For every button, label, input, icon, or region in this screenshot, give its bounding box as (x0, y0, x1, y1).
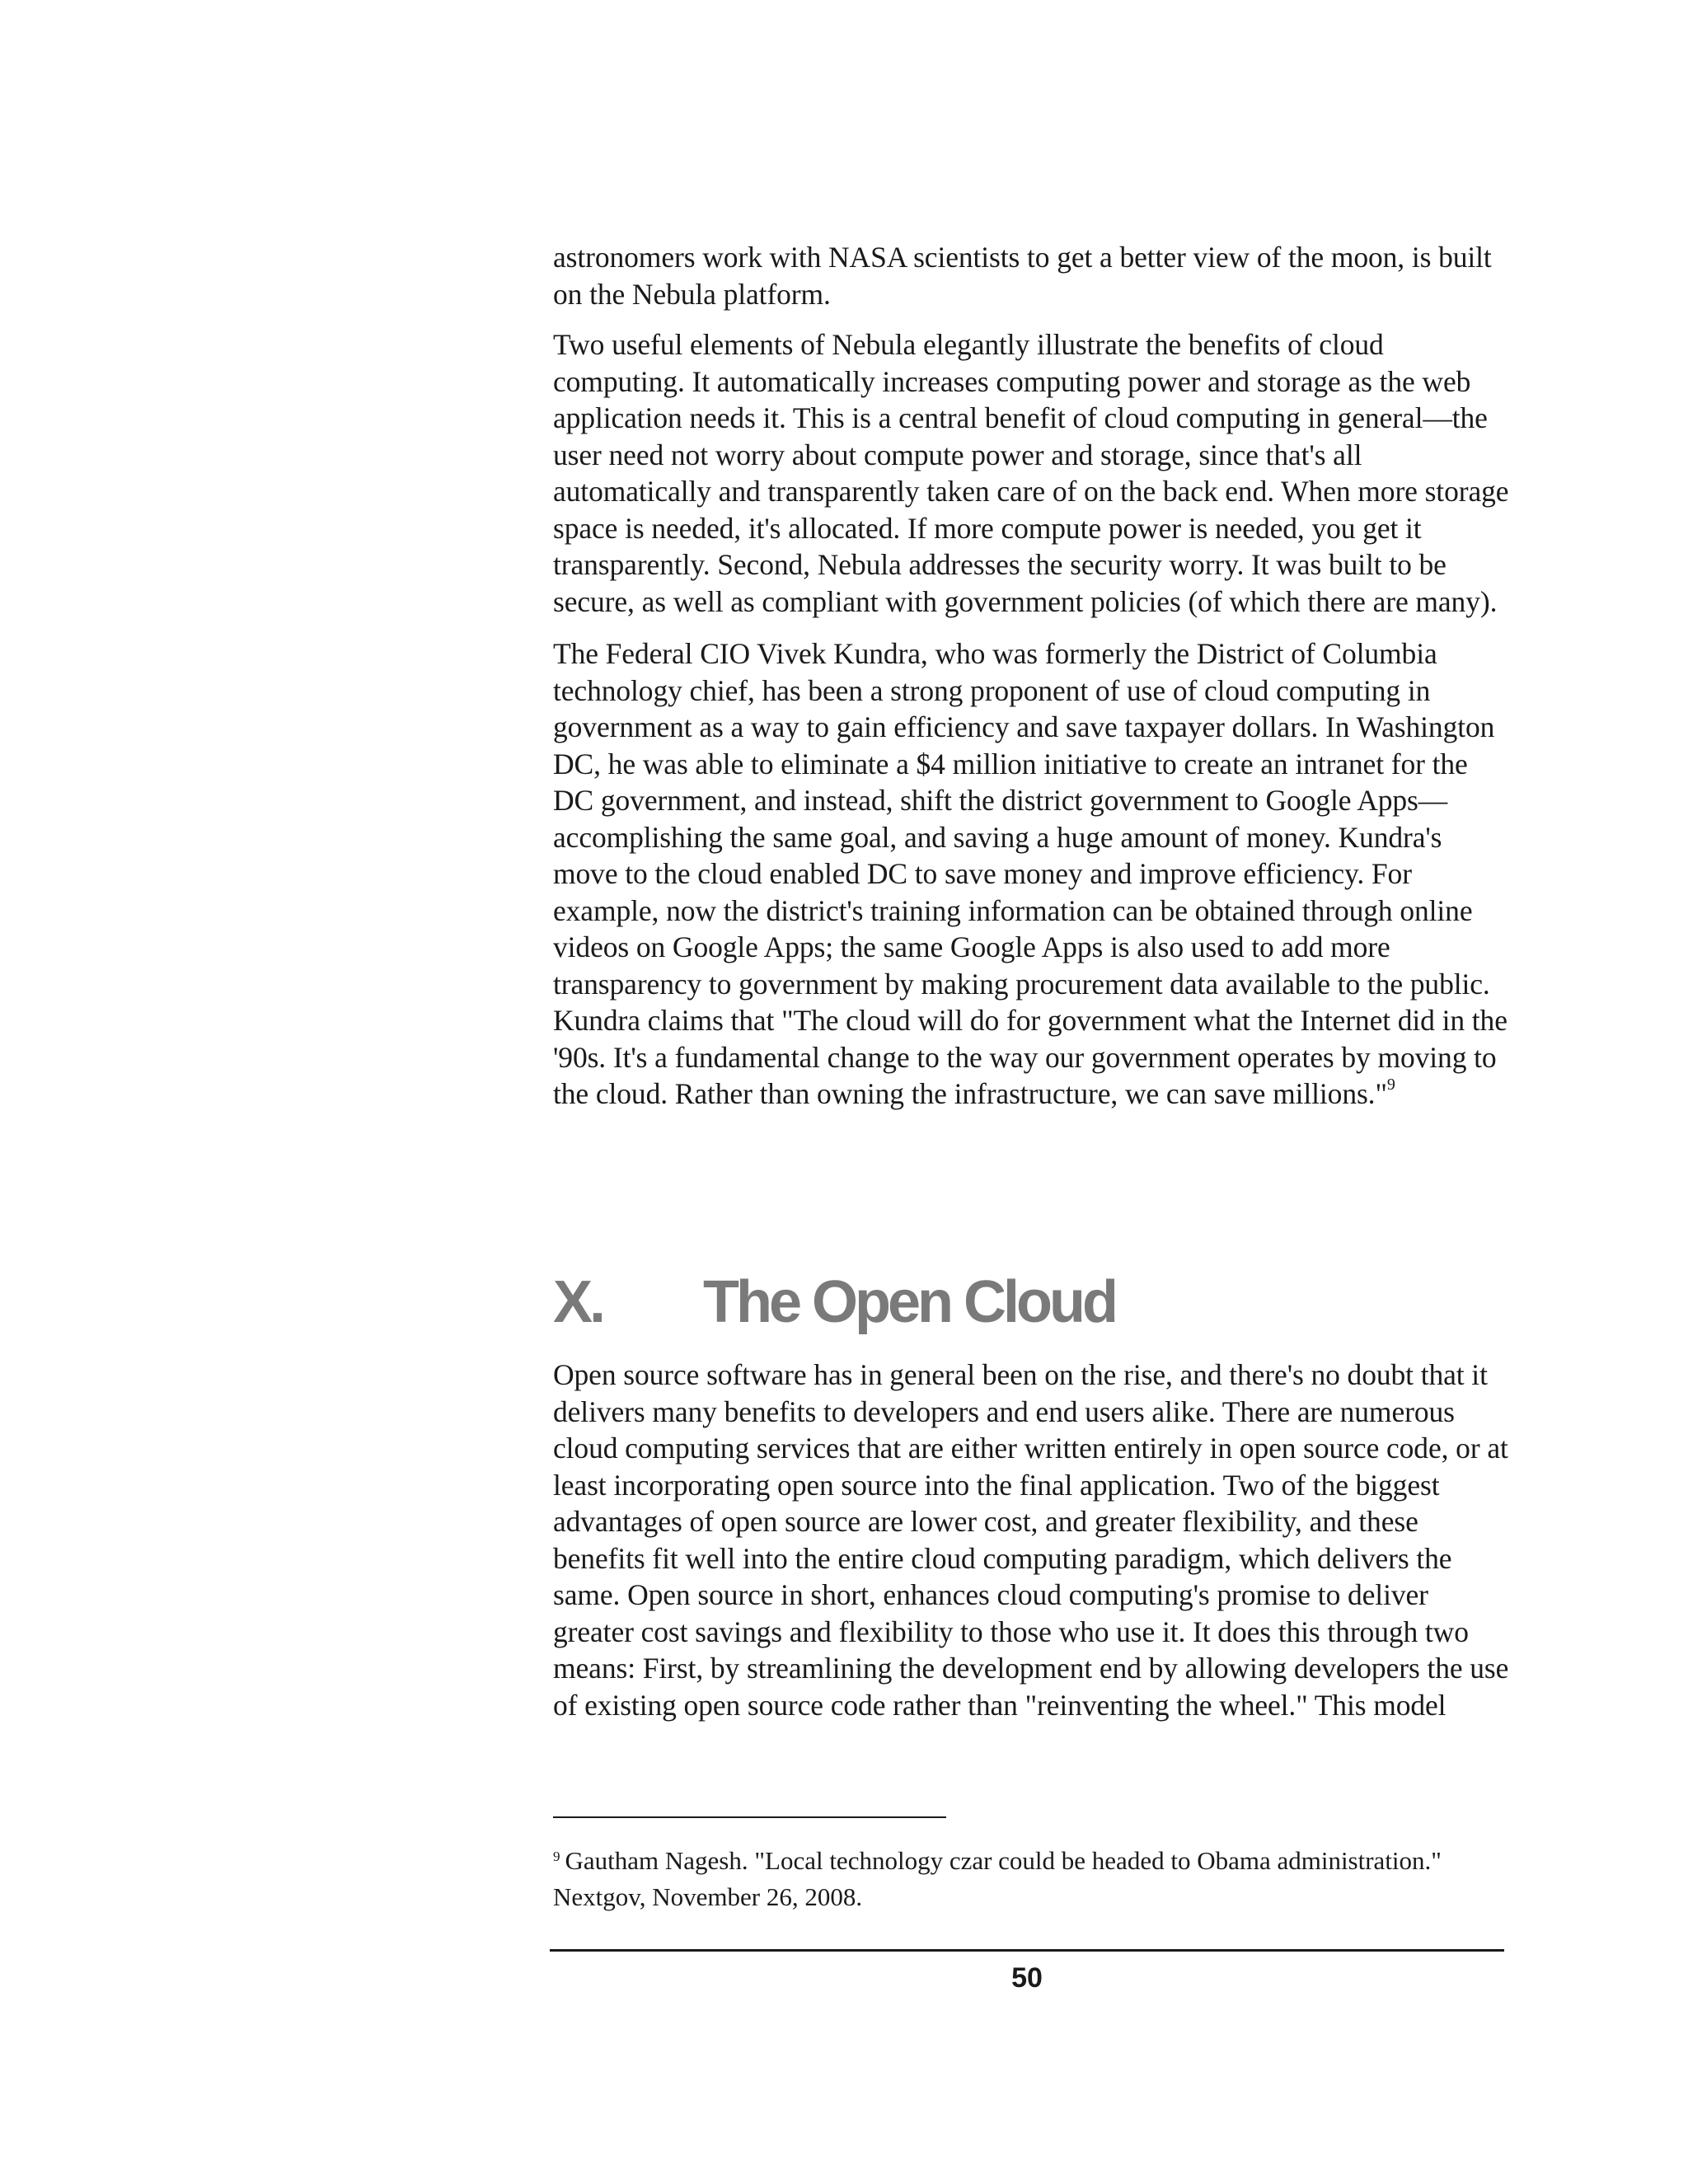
footnote-divider (553, 1816, 946, 1818)
paragraph-open-source: Open source software has in general been on the rise, and there's no doubt that it delivers many benefits to developers and end users alike. There are numerous cloud computing services that are either written entirely in open source code, or at least incorporating open source into the final application. Two of the biggest advantages of open source are lower cost, and greater flexibility, and these benefits fit well into the entire cloud computing paradigm, which delivers the same. Open source in short, enhances cloud computing's promise to deliver greater cost savings and flexibility to those who use it. It does this through two means: First, by streamlining the development end by allowing developers the use of existing open source code rather than "reinventing the wheel." This model (553, 1358, 1509, 1722)
footnote-number: 9 (553, 1849, 560, 1864)
section-heading (553, 1265, 1509, 1339)
footnote (553, 1844, 1509, 1913)
section-body (553, 1357, 1509, 1739)
paragraph-kundra (553, 635, 1509, 1113)
paragraph-kundra-text: The Federal CIO Vivek Kundra, who was formerly the District of Columbia technology chief, has been a strong proponent of use of cloud computing in government as a way to gain efficiency and save taxpayer dollars. In Washington DC, he was able to eliminate a $4 million initiative to create an intranet for the DC government, and instead, shift the district government to Google Apps—accomplishing the same goal, and saving a huge amount of money. Kundra's move to the cloud enabled DC to save money and improve efficiency. For example, now the district's training information can be obtained through online videos on Google Apps; the same Google Apps is also used to add more transparency to government by making procurement data available to the public. Kundra claims that "The cloud will do for government what the Internet did in the '90s. It's a fundamental change to the way our government operates by moving to the cloud. Rather than owning the infrastructure, we can save millions." (553, 637, 1507, 1110)
page-number: 50 (1011, 1962, 1043, 1994)
section-number: X. (553, 1269, 603, 1335)
section-title: The Open Cloud (703, 1269, 1115, 1335)
page-footer-divider (550, 1949, 1504, 1952)
paragraph-nebula-intro: astronomers work with NASA scientists to get a better view of the moon, is built on the Nebula platform. (553, 241, 1492, 311)
footnote-reference[interactable]: 9 (1386, 1076, 1395, 1094)
body-text-top (553, 239, 1509, 1128)
paragraph-nebula-benefits: Two useful elements of Nebula elegantly illustrate the benefits of cloud computing. It automatically increases computing power and storage as the web application needs it. This is a central benefit of cloud computing in general—the user need not worry about compute power and storage, since that's all automatically and transparently taken care of on the back end. When more storage space is needed, it's allocated. If more compute power is needed, you get it transparently. Second, Nebula addresses the security worry. It was built to be secure, as well as compliant with government policies (of which there are many). (553, 328, 1509, 618)
footnote-text: Gautham Nagesh. "Local technology czar could be headed to Obama administration." Nextgov, November 26, 2008. (553, 1846, 1442, 1911)
